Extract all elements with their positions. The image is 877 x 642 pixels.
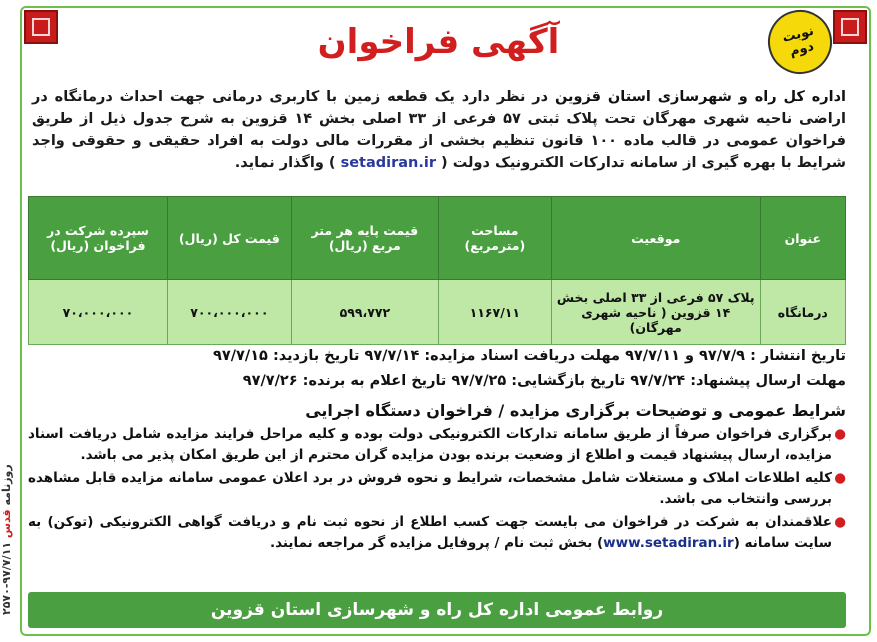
cell-deposit: ۷۰،۰۰۰،۰۰۰ [29,280,168,345]
bullet-icon: ● [834,426,846,442]
tender-table [28,196,846,345]
intro-tail: ) واگذار نماید. [234,155,341,171]
cell-title: درمانگاه [760,280,845,345]
dates-line-1: تاریخ انتشار : ۹۷/۷/۹ و ۹۷/۷/۱۱ مهلت دریافت اسناد مزایده: ۹۷/۷/۱۴ تاریخ بازدید: ۹۷/۷/۱۵ [213,348,846,364]
col-location: موقعیت [551,197,760,280]
organization-name: اداره کل راه و شهرسازی استان قزوین [554,89,846,105]
issue-badge-label: نوبت دوم [780,23,816,60]
col-unit-price: قیمت پایه هر متر مربع (ریال) [291,197,438,280]
notice-title: آگهی فراخوان [317,22,560,62]
cell-total-price: ۷۰۰،۰۰۰،۰۰۰ [167,280,291,345]
intro-paragraph [32,86,846,174]
section-title: شرایط عمومی و توضیحات برگزاری مزایده / فراخوان دستگاه اجرایی [305,401,846,420]
cell-area: ۱۱۶۷/۱۱ [438,280,551,345]
dates-line-2: مهلت ارسال پیشنهاد: ۹۷/۷/۲۴ تاریخ بازگشایی: ۹۷/۷/۲۵ تاریخ اعلام به برنده: ۹۷/۷/۲۶ [242,373,846,389]
bullet-icon: ● [834,470,846,486]
intro-text: در نظر دارد یک قطعه زمین با کاربری درمانی جهت احداث درمانگاه در اراضی ناحیه شهری مهرگان تحت پلاک ثبتی ۵۷ فرعی از ۳۳ اصلی بخش ۱۴ قزوین به شرح جدول ذیل از طریق فراخوان عمومی در قالب ماده ۱۰۰ قانون تنظیم بخشی از مقررات مالی دولت به افراد حقیقی و حقوقی واجد شرایط با بهره گیری از سامانه تدارکات الکترونیک دولت ( [32,89,846,171]
col-area: مساحت (مترمربع) [438,197,551,280]
newspaper-name: قدس [0,509,13,539]
table-row [29,280,846,345]
col-deposit: سپرده شرکت در فراخوان (ریال) [29,197,168,280]
list-item: ● برگزاری فراخوان صرفاً از طریق سامانه تدارکات الکترونیکی دولت بوده و کلیه مراحل فرایند مزایده شامل دریافت اسناد مزایده، ارسال پیشنهاد قیمت و اطلاع از وضعیت برنده بودن مزایده گران محترم از این طریق امکان پذیر می باشد. [28,426,846,463]
newspaper-side-label: روزنامه قدس ۹۷/۷/۱۱-۲۵۷۰ [0,464,13,616]
table-header-row [29,197,846,280]
cell-unit-price: ۵۹۹،۷۷۲ [291,280,438,345]
bullet-icon: ● [834,514,846,530]
list-item: ● کلیه اطلاعات املاک و مستغلات شامل مشخصات، شرایط و نحوه فروش در برد اعلان عمومی سامانه مزایده قابل مشاهده بررسی وانتخاب می باشد. [28,470,846,507]
col-title: عنوان [760,197,845,280]
list-item: ● علاقمندان به شرکت در فراخوان می بایست جهت کسب اطلاع از نحوه ثبت نام و دریافت گواهی الکترونیکی (توکن) به سایت سامانه (www.setadiran.ir) بخش ثبت نام / پروفایل مزایده گر مراجعه نمایند. [28,514,846,551]
col-total-price: قیمت کل (ریال) [167,197,291,280]
setadiran-link[interactable]: www.setadiran.ir [603,535,734,551]
newspaper-date: ۹۷/۷/۱۱-۲۵۷۰ [0,542,13,616]
cell-location: پلاک ۵۷ فرعی از ۳۳ اصلی بخش ۱۴ قزوین ( ناحیه شهری مهرگان) [551,280,760,345]
footer-banner: روابط عمومی اداره کل راه و شهرسازی استان قزوین [28,592,846,628]
conditions-list [28,424,846,556]
intro-site-link[interactable]: setadiran.ir [340,155,436,171]
